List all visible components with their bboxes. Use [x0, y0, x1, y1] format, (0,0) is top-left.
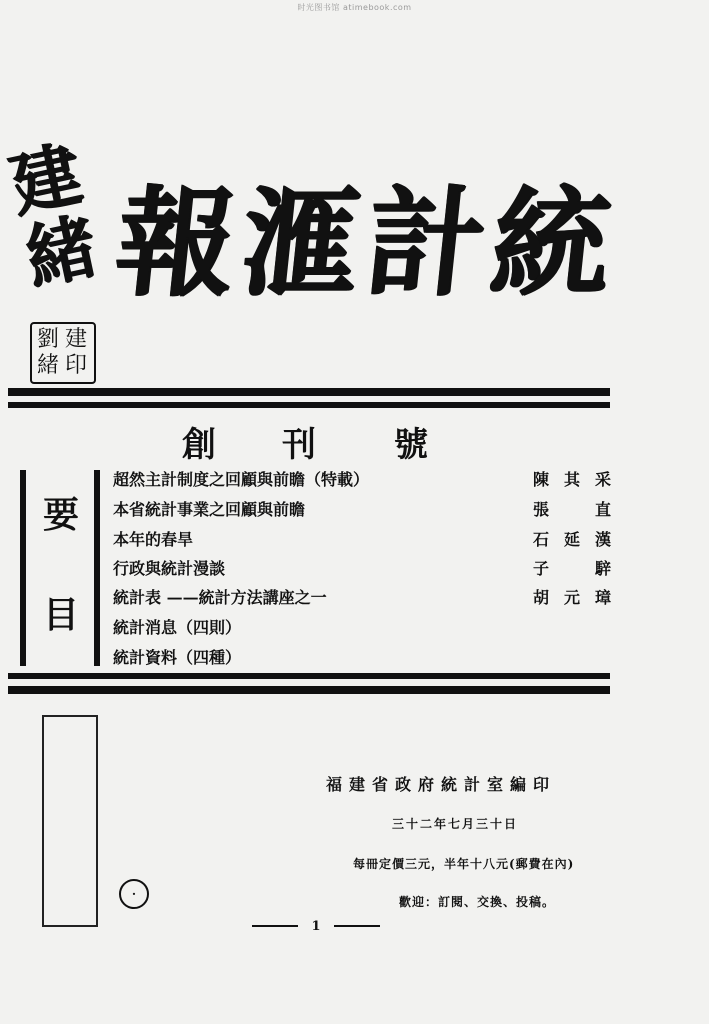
top-rule-thin: [8, 402, 610, 408]
toc-item: [113, 527, 613, 553]
toc-item-title: 本省統計事業之回顧與前瞻: [113, 500, 306, 519]
seal-char: 建: [64, 327, 89, 352]
blank-frame-box: [42, 715, 98, 927]
price-info: 每冊定價三元，半年十八元(郵費在內): [353, 857, 575, 871]
watermark: 时光图书馆 atimebook.com: [297, 3, 412, 12]
toc-item-title: 行政與統計漫談: [113, 559, 226, 578]
page-number: [252, 914, 380, 938]
contents-heading: [38, 485, 84, 645]
toc-item-author: 石延漢: [533, 530, 613, 549]
publication-date: 三十二年七月三十日: [392, 817, 519, 831]
bottom-rule-thick: [8, 686, 610, 694]
title-char: 報: [109, 173, 236, 312]
bottom-rule-thin: [8, 673, 610, 679]
seal-char: 印: [64, 353, 89, 378]
seal-stamp: [30, 322, 96, 384]
issue-label: [180, 420, 440, 470]
title-char: 計: [359, 173, 486, 312]
page-number-text: 1: [311, 918, 321, 934]
issue-char: 號: [394, 425, 428, 465]
toc-item: [113, 615, 613, 641]
toc-item-title: 超然主計制度之回顧與前瞻（特載）: [113, 470, 370, 489]
toc-item-author: 子騂: [533, 559, 613, 578]
welcome-note: 歡迎：訂閱、交換、投稿。: [399, 895, 556, 909]
seal-char: 緒: [36, 353, 61, 378]
toc-item: [113, 556, 613, 582]
issue-char: 創: [182, 425, 216, 465]
circle-mark: ·: [119, 879, 149, 909]
toc-item-title: 統計資料（四種）: [113, 648, 242, 667]
calligrapher-char: 緒: [17, 203, 104, 300]
issue-char: 刊: [282, 425, 316, 465]
contents-divider-bar: [94, 470, 100, 666]
contents-left-bar: [20, 470, 26, 666]
title-char: 滙: [234, 173, 361, 312]
toc-item-title: 統計消息（四則）: [113, 618, 242, 637]
calligrapher-signature: [2, 131, 123, 300]
page-dash-right: [334, 925, 380, 927]
toc-item-author: 胡元璋: [533, 588, 613, 607]
toc-item: [113, 497, 613, 523]
title-char: 統: [484, 173, 611, 312]
toc-item-author: 陳其采: [533, 470, 613, 489]
masthead-title: [102, 168, 638, 318]
page-dash-left: [252, 925, 298, 927]
toc-item-title: 統計表 ——統計方法講座之一: [113, 588, 327, 607]
toc-item-title: 本年的春旱: [113, 530, 194, 549]
toc-item: [113, 585, 613, 611]
calligrapher-char: 建: [2, 131, 89, 228]
top-rule-thick: [8, 388, 610, 396]
toc-item: [113, 467, 613, 493]
toc-item-author: 張直: [533, 500, 613, 519]
contents-heading-char: 目: [42, 594, 79, 636]
contents-heading-char: 要: [42, 494, 79, 536]
publisher: 福建省政府統計室編印: [326, 775, 557, 794]
seal-char: 劉: [36, 327, 61, 352]
toc-item: [113, 645, 613, 671]
